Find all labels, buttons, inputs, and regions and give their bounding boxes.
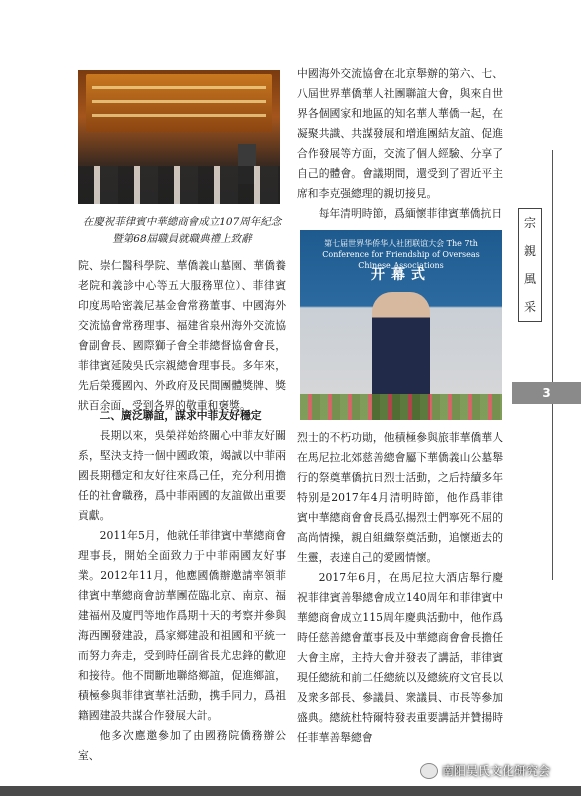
page-number: 3 — [512, 382, 581, 404]
right-column-bottom — [297, 428, 503, 748]
paragraph: 烈士的不朽功勛，他積極參與旅菲華僑華人在馬尼拉北郊慈善總會屬下華僑義山公墓舉行的祭奠華僑抗日烈士活動，之后持續多年特别是2017年4月清明時節，他作爲菲律賓中華總商會會長爲弘揚烈士們寧死不屈的高尚情操，親自組織祭奠活動，追懷逝去的生靈，表達自己的愛國情懷。 — [297, 431, 503, 564]
section-heading: 二、廣泛聯誼，謀求中菲友好穩定 — [99, 409, 262, 422]
conference-banner-title: 第七届世界华侨华人社团联谊大会 The 7th Conference for Friendship of Overseas Chinese Associations — [322, 239, 480, 270]
flower-arrangement — [300, 394, 502, 420]
paragraph: 長期以來，吳榮祥始終關心中菲友好關系，堅決支持一個中國政策，竭誠以中菲兩國長期穩定和友好往來爲己任，充分利用擔任的社會職務，爲中菲兩國的友誼做出重要貢獻。 — [78, 429, 286, 522]
watermark-text: 南阳吴氏文化研究会 — [442, 764, 551, 778]
banner-stripe — [92, 100, 266, 103]
paragraph: 2017年6月，在馬尼拉大酒店舉行慶祝菲律賓善舉總會成立140周年和菲律賓中華總商會成立115周年慶典活動中，他作爲時任慈善總會董事長及中華總商會會長擔任大會主席，主持大會并發表了講話，菲律賓現任總統和前二任總統以及總統府文官長以及衆多部長、參議員、衆議員、市長等參加盛典。總統杜特爾特發表重要講話并贊揚時任菲華善舉總會 — [297, 571, 503, 744]
paragraph: 中國海外交流協會在北京舉辦的第六、七、八屆世界華僑華人社團聯誼大會，與來自世界各個國家和地區的知名華人華僑一起，在凝聚共識、共謀發展和增進團結友誼、促進合作發展等方面，交流了個人經驗、分享了自己的體會。會議期間，還受到了習近平主席和李克强總理的親切接見。 — [297, 67, 503, 200]
wechat-icon — [420, 763, 438, 779]
left-column-top — [78, 256, 286, 416]
section-tab-char: 風 — [523, 272, 536, 286]
paragraph: 院、崇仁醫科學院、華僑義山墓園、華僑養老院和義診中心等五大服務單位）、菲律賓印度馬哈密義尼基金會常務董事、中國海外交流協會常務理事、福建省泉州海外交流協會副會長、國際獅子會全菲總督協會會長，菲律賓延陵吳氏宗親總會理事長。多年來，先后榮獲國內、外政府及民間團體獎牌、獎狀百余面，受到各界的敬重和褒獎。 — [78, 259, 286, 412]
photo-caption: 在慶祝菲律賓中華總商會成立107周年紀念暨第68屆職員就職典禮上致辭 — [82, 216, 282, 245]
watermark — [420, 762, 550, 779]
section-tab-char: 親 — [523, 244, 536, 258]
footer-bar — [0, 786, 581, 796]
conference-banner-heading: 开幕式 — [371, 267, 431, 283]
paragraph: 2011年5月，他就任菲律賓中華總商會理事長，開始全面致力于中菲兩國友好事業。2012年11月，他應國僑辦邀請率領菲律賓中華總商會訪華團莅臨北京、南京、福建福州及廈門等地作爲期十天的考察并參與海西團發建設，爲家鄉建設和祖國和平統一而努力奔走，受到時任副省長尤忠鋒的歡迎和接待。他不間斷地聯絡鄉誼，促進鄉誼，積極參與菲律賓華社活動，携手同力，爲祖籍國建設共謀合作發展大計。 — [78, 529, 286, 722]
section-tab-char: 宗 — [523, 216, 536, 230]
banner-stripe — [92, 86, 266, 89]
margin-rule — [552, 150, 553, 580]
paragraph: 每年清明時節，爲緬懷菲律賓華僑抗日 — [318, 207, 503, 220]
conference-photo — [300, 230, 502, 420]
right-column-top — [297, 64, 503, 224]
ceremony-banner — [86, 74, 272, 132]
seated-guests — [78, 166, 280, 204]
section-tab — [518, 208, 542, 322]
paragraph: 他多次應邀參加了由國務院僑務辦公室、 — [78, 729, 286, 762]
ceremony-photo — [78, 70, 280, 204]
banner-stripe — [92, 114, 266, 117]
left-column-bottom — [78, 406, 286, 766]
section-tab-char: 采 — [523, 300, 536, 314]
